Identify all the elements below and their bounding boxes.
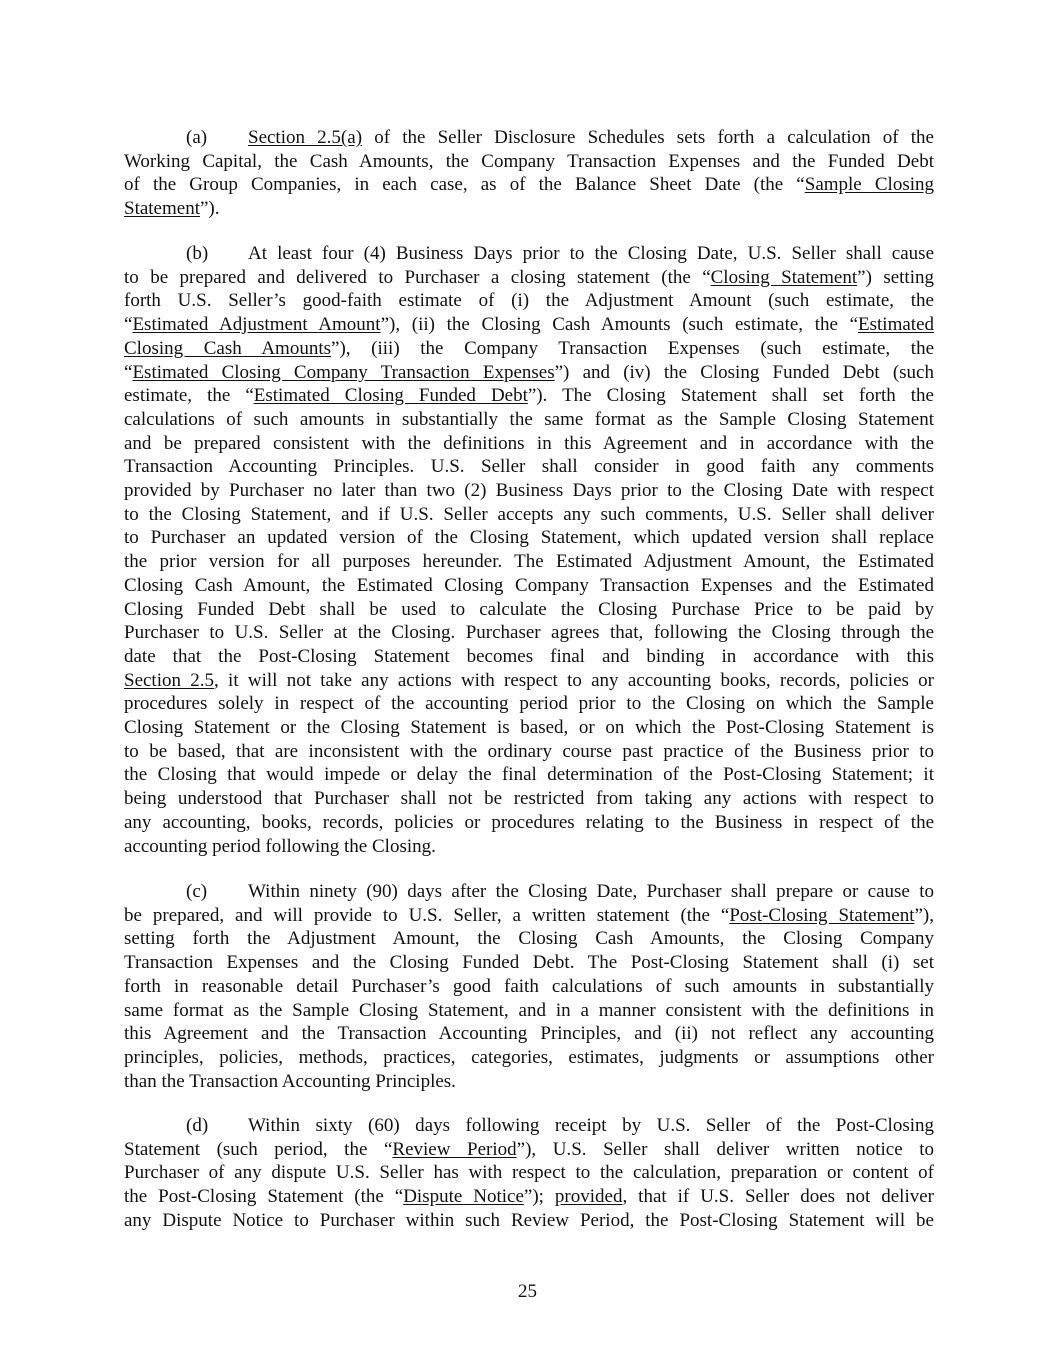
defined-term: provided	[554, 1186, 623, 1208]
paragraph-label: (c)	[186, 881, 208, 902]
paragraph-b-line-25: any accounting, books, records, policies or procedures relating to the Business in respect of the	[124, 811, 934, 833]
paragraph-b-line-8: calculations of such amounts in substantially the same format as the Sample Closing Statement	[124, 408, 934, 430]
paragraph-b-line-12: to the Closing Statement, and if U.S. Seller accepts any such comments, U.S. Seller shall deliver	[124, 503, 934, 525]
paragraph-b-line-15: Closing Cash Amount, the Estimated Closing Company Transaction Expenses and the Estimated	[124, 574, 934, 596]
paragraph-b-line-22: to be based, that are inconsistent with the ordinary course past practice of the Business prior to	[124, 740, 934, 762]
defined-term: Statement	[124, 198, 200, 220]
section-reference-link: Section 2.5(a)	[248, 127, 363, 148]
paragraph-b	[124, 242, 934, 858]
paragraph-a-line-1: (a) Section 2.5(a) of the Seller Disclosure Schedules sets forth a calculation of the	[186, 127, 934, 148]
paragraph-a-line-2: Working Capital, the Cash Amounts, the Company Transaction Expenses and the Funded Debt	[124, 150, 934, 172]
defined-term: Closing Statement	[710, 266, 858, 288]
paragraph-a-line-4: Statement”).	[124, 198, 220, 220]
defined-term: Review Period	[392, 1138, 517, 1160]
paragraph-c-line-3: setting forth the Adjustment Amount, the Closing Cash Amounts, the Closing Company	[124, 928, 934, 950]
paragraph-c-line-9: than the Transaction Accounting Principles.	[124, 1070, 456, 1092]
paragraph-a-line-3: of the Group Companies, in each case, as of the Balance Sheet Date (the “Sample Closing	[124, 174, 934, 196]
paragraph-c-line-4: Transaction Expenses and the Closing Funded Debt. The Post-Closing Statement shall (i) set	[124, 952, 934, 974]
paragraph-b-line-24: being understood that Purchaser shall not be restricted from taking any actions with respect to	[124, 788, 934, 810]
defined-term: Estimated Adjustment Amount	[132, 314, 381, 336]
defined-term: Sample Closing	[804, 174, 934, 196]
paragraph-b-line-19: Section 2.5, it will not take any actions with respect to any accounting books, records, policies or	[124, 669, 934, 691]
defined-term: Estimated	[858, 314, 934, 336]
defined-term: Dispute Notice	[403, 1186, 524, 1208]
paragraph-b-line-18: date that the Post-Closing Statement becomes final and binding in accordance with this	[124, 645, 934, 667]
defined-term: Closing Cash Amounts	[124, 337, 332, 359]
paragraph-b-line-16: Closing Funded Debt shall be used to calculate the Closing Purchase Price to be paid by	[124, 598, 934, 620]
paragraph-c-line-2: be prepared, and will provide to U.S. Seller, a written statement (the “Post-Closing Statement”),	[124, 904, 934, 926]
defined-term: Post-Closing Statement	[729, 904, 915, 926]
paragraph-b-line-1: (b) At least four (4) Business Days prior to the Closing Date, U.S. Seller shall cause	[186, 243, 934, 264]
paragraph-b-line-10: Transaction Accounting Principles. U.S. Seller shall consider in good faith any comments	[124, 456, 934, 478]
paragraph-d	[124, 1114, 934, 1233]
paragraph-b-line-26: accounting period following the Closing.	[124, 835, 436, 857]
paragraph-c-line-6: same format as the Sample Closing Statement, and in a manner consistent with the definitions in	[124, 999, 934, 1021]
paragraph-label: (b)	[186, 243, 209, 264]
paragraph-label: (a)	[186, 127, 208, 148]
paragraph-b-line-11: provided by Purchaser no later than two (2) Business Days prior to the Closing Date with respect	[124, 480, 934, 502]
paragraph-b-line-2: to be prepared and delivered to Purchaser a closing statement (the “Closing Statement”) setting	[124, 266, 934, 288]
paragraph-d-line-1: (d) Within sixty (60) days following receipt by U.S. Seller of the Post-Closing	[186, 1115, 934, 1136]
paragraph-c-line-8: principles, policies, methods, practices, categories, estimates, judgments or assumptions other	[124, 1046, 934, 1068]
paragraph-b-line-20: procedures solely in respect of the accounting period prior to the Closing on which the Sample	[124, 693, 934, 715]
paragraph-c-line-5: forth in reasonable detail Purchaser’s good faith calculations of such amounts in substantially	[124, 975, 934, 997]
paragraph-b-line-14: the prior version for all purposes hereunder. The Estimated Adjustment Amount, the Estimated	[124, 551, 934, 573]
paragraph-d-line-3: Purchaser of any dispute U.S. Seller has with respect to the calculation, preparation or content of	[124, 1162, 934, 1184]
paragraph-b-line-5: Closing Cash Amounts”), (iii) the Company Transaction Expenses (such estimate, the	[124, 337, 934, 359]
paragraph-b-line-13: to Purchaser an updated version of the Closing Statement, which updated version shall replace	[124, 527, 934, 549]
defined-term: Estimated Closing Funded Debt	[253, 385, 528, 407]
paragraph-a	[124, 126, 934, 221]
paragraph-b-line-21: Closing Statement or the Closing Statement is based, or on which the Post-Closing Statement is	[124, 717, 934, 739]
paragraph-d-line-4: the Post-Closing Statement (the “Dispute Notice”); provided, that if U.S. Seller does not deliver	[124, 1186, 934, 1208]
defined-term: Estimated Closing Company Transaction Expenses	[132, 361, 555, 383]
paragraph-c-line-1: (c) Within ninety (90) days after the Closing Date, Purchaser shall prepare or cause to	[186, 881, 934, 902]
paragraph-d-line-2: Statement (such period, the “Review Period”), U.S. Seller shall deliver written notice to	[124, 1138, 934, 1160]
paragraph-c-line-7: this Agreement and the Transaction Accounting Principles, and (ii) not reflect any accounting	[124, 1023, 934, 1045]
paragraph-b-line-17: Purchaser to U.S. Seller at the Closing. Purchaser agrees that, following the Closing through the	[124, 622, 934, 644]
paragraph-b-line-7: estimate, the “Estimated Closing Funded Debt”). The Closing Statement shall set forth the	[124, 385, 934, 407]
paragraph-label: (d)	[186, 1115, 209, 1136]
paragraph-d-line-5: any Dispute Notice to Purchaser within such Review Period, the Post-Closing Statement will be	[124, 1209, 934, 1231]
paragraph-b-line-23: the Closing that would impede or delay the final determination of the Post-Closing Statement; it	[124, 764, 934, 786]
paragraph-b-line-3: forth U.S. Seller’s good-faith estimate of (i) the Adjustment Amount (such estimate, the	[124, 290, 934, 312]
paragraph-b-line-4: “Estimated Adjustment Amount”), (ii) the Closing Cash Amounts (such estimate, the “Estimated	[124, 314, 934, 336]
page-number: 25	[518, 1281, 537, 1302]
paragraph-c	[124, 880, 934, 1093]
paragraph-b-line-6: “Estimated Closing Company Transaction Expenses”) and (iv) the Closing Funded Debt (such	[124, 361, 934, 383]
section-reference-link: Section 2.5	[124, 669, 215, 691]
paragraph-b-line-9: and be prepared consistent with the definitions in this Agreement and in accordance with the	[124, 432, 934, 454]
